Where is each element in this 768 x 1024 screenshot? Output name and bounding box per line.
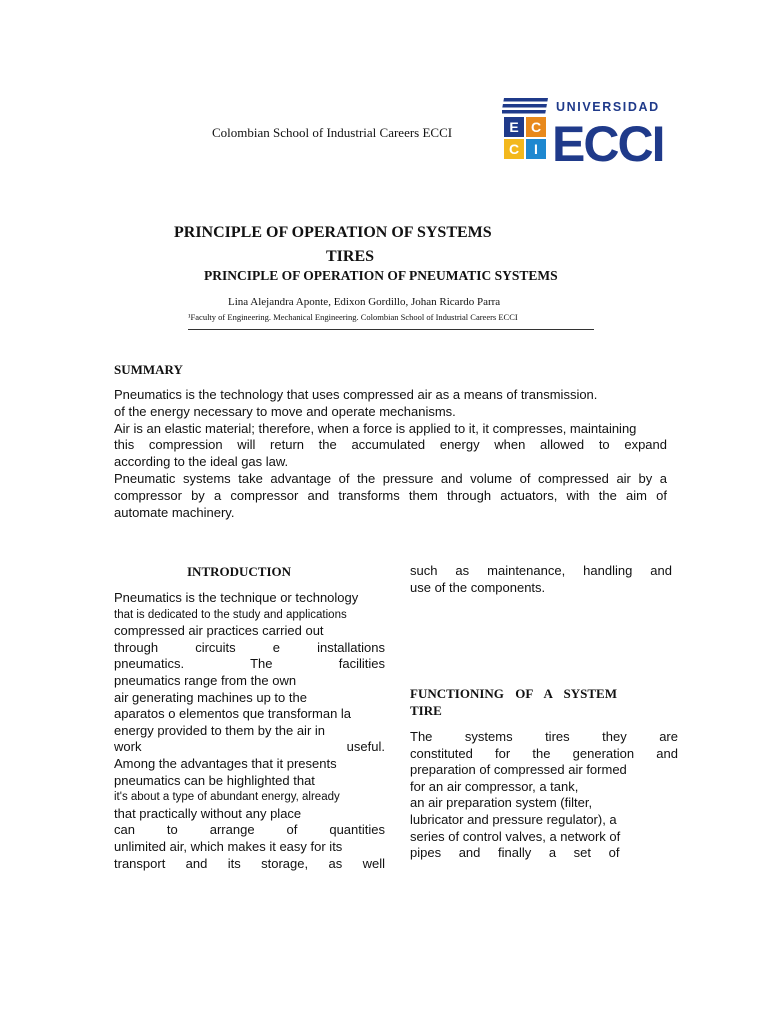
logo-tile-c2-letter: C [508, 141, 520, 157]
intro-line: through circuits e installations [114, 639, 385, 655]
summary-heading: SUMMARY [114, 362, 183, 377]
intro-line: work useful. [114, 739, 385, 755]
functioning-heading [410, 685, 617, 719]
summary-line: automate machinery. [114, 504, 235, 520]
summary-line: Air is an elastic material; therefore, when a force is applied to it, it compresses, maintaining [114, 420, 637, 436]
intro-line: aparatos o elementos que transforman la [114, 706, 352, 722]
intro-line: pneumatics can be highlighted that [114, 772, 315, 788]
intro-line: pneumatics range from the own [114, 672, 297, 688]
intro-line: unlimited air, which makes it easy for its [114, 838, 343, 854]
functioning-line: lubricator and pressure regulator), a [410, 811, 617, 827]
affiliation: ¹Faculty of Engineering. Mechanical Engineering. Colombian School of Industrial Careers ECCI [188, 312, 518, 322]
paper-title-continued: TIRES [326, 248, 375, 265]
functioning-line: for an air compressor, a tank, [410, 778, 579, 794]
intro-line: pneumatics. The facilities [114, 656, 385, 672]
column2-line: such as maintenance, handling and [410, 563, 672, 578]
functioning-line: series of control valves, a network of [410, 828, 621, 844]
functioning-heading-line: TIRE [410, 703, 442, 718]
summary-line: compressor by a compressor and transforms them through actuators, with the aim of [114, 487, 667, 503]
summary-line: Pneumatic systems take advantage of the pressure and volume of compressed air by a [114, 470, 667, 486]
logo-ecci-wordmark: ECCI [552, 116, 664, 168]
intro-line: that is dedicated to the study and applications [114, 608, 347, 621]
summary-line: according to the ideal gas law. [114, 454, 289, 470]
intro-line: air generating machines up to the [114, 689, 307, 705]
functioning-line: constituted for the generation and [410, 745, 678, 761]
intro-line: compressed air practices carried out [114, 623, 324, 639]
university-logo [502, 98, 677, 168]
summary-body [114, 387, 667, 521]
logo-tile-c1-letter: C [530, 119, 542, 135]
authors: Lina Alejandra Aponte, Edixon Gordillo, Johan Ricardo Parra [228, 296, 501, 308]
summary-line: of the energy necessary to move and operate mechanisms. [114, 403, 456, 419]
introduction-heading: INTRODUCTION [187, 564, 292, 579]
summary-line: Pneumatics is the technology that uses compressed air as a means of transmission. [114, 387, 598, 402]
column2-continuation [410, 563, 672, 597]
intro-line: energy provided to them by the air in [114, 722, 326, 738]
summary-line: this compression will return the accumulated energy when allowed to expand [114, 437, 667, 453]
logo-tile-e-letter: E [509, 119, 519, 135]
school-name: Colombian School of Industrial Careers ECCI [212, 125, 453, 140]
header-divider [188, 329, 594, 330]
intro-line: Pneumatics is the technique or technology [114, 590, 359, 605]
functioning-heading-line: FUNCTIONING OF A SYSTEM [410, 686, 617, 701]
logo-universidad-text: UNIVERSIDAD [556, 100, 660, 114]
intro-line: can to arrange of quantities [114, 822, 385, 838]
logo-tile-i-letter: I [534, 141, 538, 157]
functioning-line: pipes and finally a set of [410, 845, 620, 861]
intro-line: that practically without any place [114, 805, 302, 821]
column2-line: use of the components. [410, 579, 546, 595]
logo-stripes [502, 98, 548, 114]
functioning-line: an air preparation system (filter, [410, 795, 593, 811]
paper-subtitle: PRINCIPLE OF OPERATION OF PNEUMATIC SYSTEMS [204, 268, 558, 283]
functioning-line: preparation of compressed air formed [410, 762, 627, 778]
introduction-body [114, 590, 385, 872]
functioning-body [410, 729, 678, 862]
paper-title: PRINCIPLE OF OPERATION OF SYSTEMS [174, 224, 492, 241]
intro-line: it's about a type of abundant energy, already [114, 791, 340, 804]
functioning-line: The systems tires they are [410, 729, 678, 744]
intro-line: Among the advantages that it presents [114, 755, 337, 771]
intro-line: transport and its storage, as well [114, 855, 385, 871]
